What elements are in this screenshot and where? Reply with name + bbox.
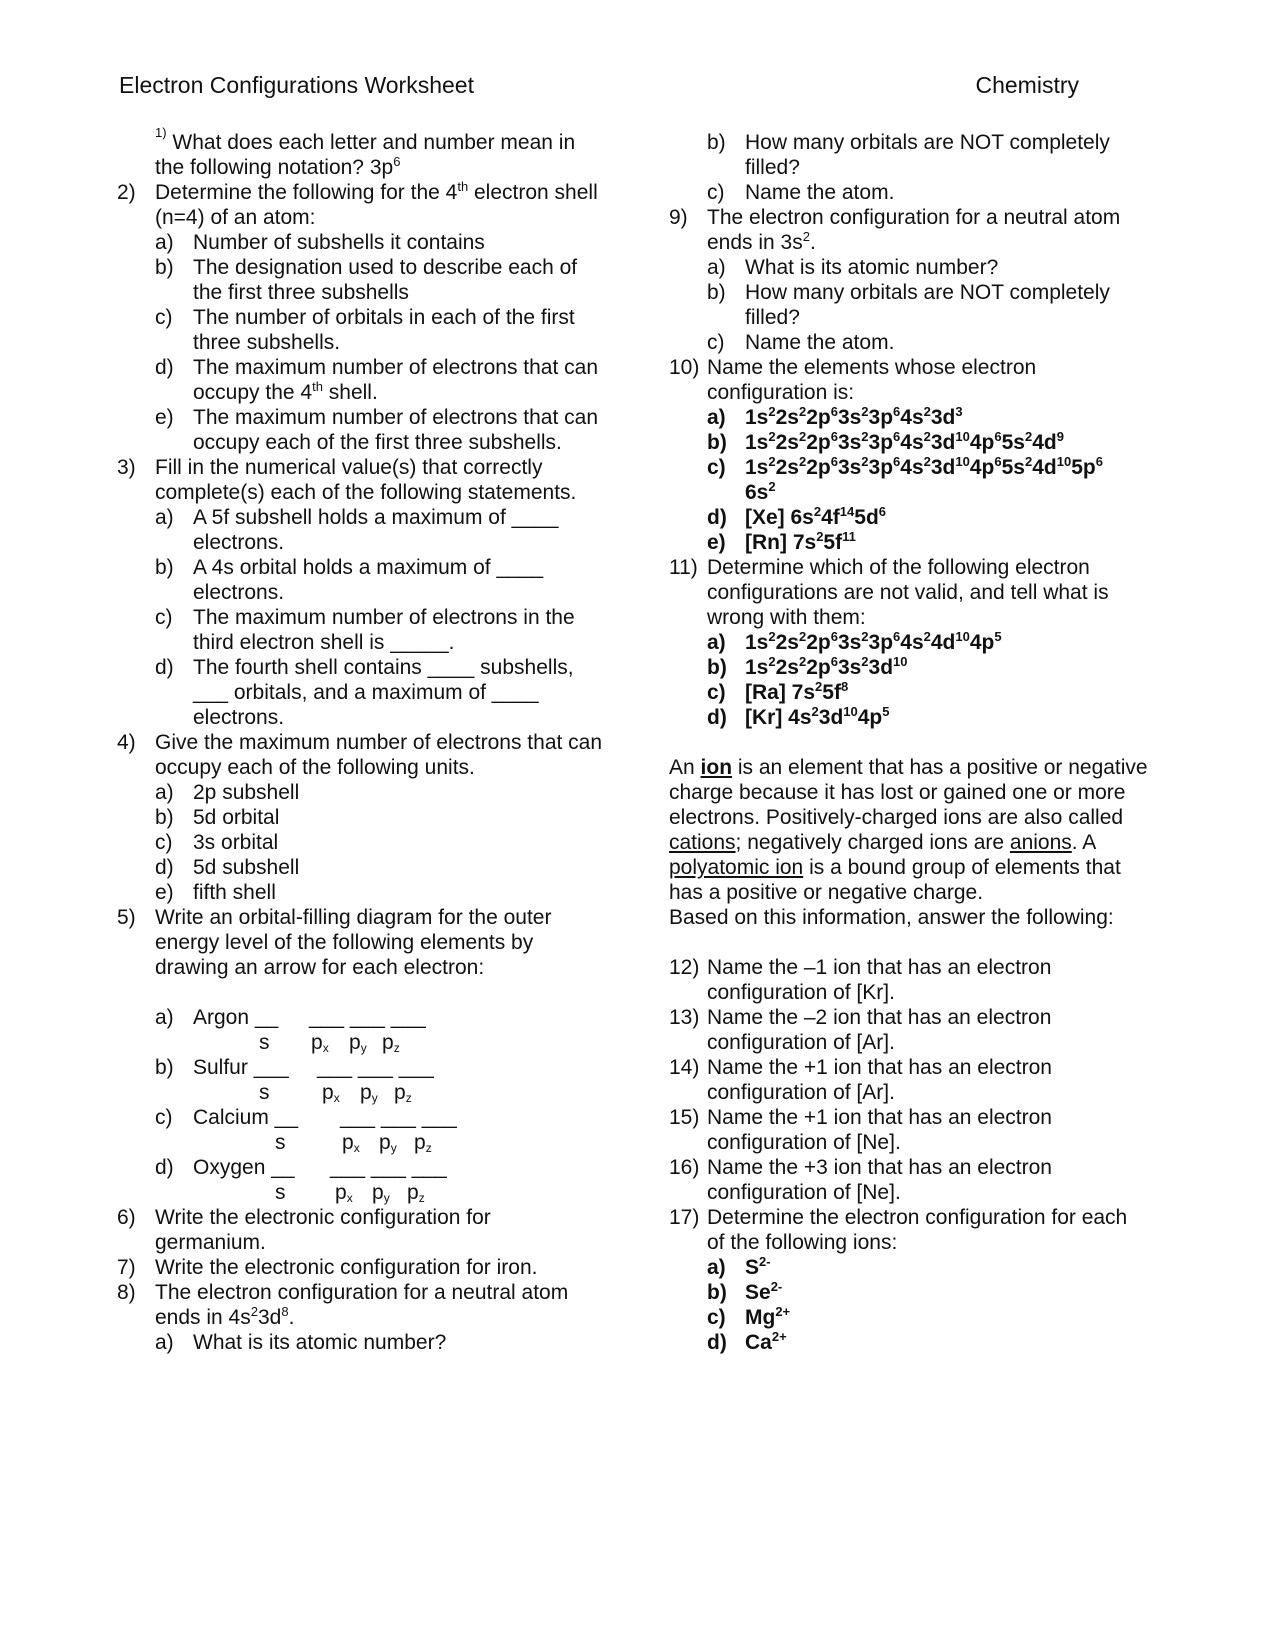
- subject-label: Chemistry: [975, 72, 1079, 98]
- question-9b: b) How many orbitals are NOT completely filled?: [707, 281, 1110, 329]
- question-9c: c) Name the atom.: [707, 331, 895, 354]
- question-9a: a) What is its atomic number?: [707, 256, 999, 279]
- orbital-argon-labels: s $p_x$ $p_y$ $p_z$: [259, 1031, 400, 1055]
- based-on-info-text: Based on this information, answer the following:: [669, 906, 1114, 929]
- question-4: 4) Give the maximum number of electrons that can occupy each of the following units.: [117, 731, 603, 779]
- orbital-calcium: c) Calcium __ ___ ___ ___: [155, 1106, 457, 1129]
- question-8: 8) The electron configuration for a neutral atom ends in $4s^23d^8$.: [117, 1281, 569, 1329]
- orbital-sulfur: b) Sulfur ___ ___ ___ ___: [155, 1056, 434, 1079]
- orbital-calcium-labels: s $p_x$ $p_y$ $p_z$: [275, 1131, 432, 1155]
- ion-definition-paragraph: An ion is an element that has a positive or negative charge because it has lost or gained one or more electrons. Positively-charged ions are also called cations; negatively charged ions are anions. A polyatomic ion is a bound group of elements that has a positive or negative charge.: [669, 756, 1148, 904]
- worksheet-title: Electron Configurations Worksheet: [119, 72, 474, 98]
- ion-17c: c) $Mg^{2+}$: [707, 1304, 791, 1329]
- config-10e: e) [Rn] $7s^25f^{11}$: [707, 529, 856, 554]
- config-11a: a) $1s^22s^22p^63s^23p^64s^24d^{10}4p^5$: [707, 629, 1002, 654]
- question-6: 6) Write the electronic configuration for germanium.: [117, 1206, 491, 1254]
- question-8c: c) Name the atom.: [707, 181, 895, 204]
- question-3a: a) A 5f subshell holds a maximum of ____ electrons.: [155, 506, 559, 554]
- config-11c: c) [Ra] $7s^25f^8$: [707, 679, 849, 704]
- question-12: 12) Name the –1 ion that has an electron configuration of [Kr].: [669, 956, 1052, 1004]
- config-11b: b) $1s^22s^22p^63s^23d^{10}$: [707, 654, 908, 679]
- question-10: 10) Name the elements whose electron configuration is:: [669, 356, 1037, 404]
- orbital-oxygen-labels: s $p_x$ $p_y$ $p_z$: [275, 1181, 425, 1205]
- question-4d: d) 5d subshell: [155, 856, 300, 879]
- question-3d: d) The fourth shell contains ____ subshells, ___ orbitals, and a maximum of ____ electrons.: [155, 656, 574, 729]
- left-column: [117, 125, 607, 1355]
- config-10b: b) $1s^22s^22p^63s^23p^64s^23d^{10}4p^65s^24d^9$: [707, 429, 1064, 454]
- question-2d: d) The maximum number of electrons that can occupy the 4th shell.: [155, 356, 599, 404]
- question-8a: a) What is its atomic number?: [155, 1331, 447, 1354]
- question-11: 11) Determine which of the following electron configurations are not valid, and tell what is wrong with them:: [669, 556, 1109, 629]
- ion-17d: d) $Ca^{2+}$: [707, 1329, 787, 1354]
- question-2e: e) The maximum number of electrons that can occupy each of the first three subshells.: [155, 406, 599, 454]
- question-13: 13) Name the –2 ion that has an electron configuration of [Ar].: [669, 1006, 1052, 1054]
- question-4b: b) 5d orbital: [155, 806, 280, 829]
- question-4a: a) 2p subshell: [155, 781, 300, 804]
- orbital-argon: a) Argon __ ___ ___ ___: [155, 1006, 426, 1029]
- question-2b: b) The designation used to describe each of the first three subshells: [155, 256, 578, 304]
- orbital-sulfur-labels: s $p_x$ $p_y$ $p_z$: [259, 1081, 412, 1105]
- question-7: 7) Write the electronic configuration for iron.: [117, 1256, 538, 1279]
- question-15: 15) Name the +1 ion that has an electron configuration of [Ne].: [669, 1106, 1052, 1154]
- question-3c: c) The maximum number of electrons in the third electron shell is _____.: [155, 606, 575, 654]
- config-10a: a) $1s^22s^22p^63s^23p^64s^23d^3$: [707, 404, 963, 429]
- question-2a: a) Number of subshells it contains: [155, 231, 485, 254]
- config-10c: c) $1s^22s^22p^63s^23p^64s^23d^{10}4p^65s^24d^{10}5p^6$ $6s^2$: [707, 454, 1103, 504]
- question-8b: b) How many orbitals are NOT completely filled?: [707, 131, 1110, 179]
- question-16: 16) Name the +3 ion that has an electron configuration of [Ne].: [669, 1156, 1052, 1204]
- right-column: [669, 130, 1149, 1355]
- ion-17b: b) $Se^{2-}$: [707, 1279, 783, 1304]
- question-1: $^{1)}$ What does each letter and number mean in the following notation? $3p^6$: [155, 125, 576, 179]
- ion-17a: a) $S^{2-}$: [707, 1254, 771, 1279]
- config-10d: d) [Xe] $6s^24f^{14}5d^6$: [707, 504, 887, 529]
- config-11d: d) [Kr] $4s^23d^{10}4p^5$: [707, 704, 890, 729]
- question-14: 14) Name the +1 ion that has an electron configuration of [Ar].: [669, 1056, 1052, 1104]
- question-2c: c) The number of orbitals in each of the first three subshells.: [155, 306, 575, 354]
- question-4c: c) 3s orbital: [155, 831, 279, 854]
- question-17: 17) Determine the electron configuration for each of the following ions:: [669, 1206, 1128, 1254]
- question-3: 3) Fill in the numerical value(s) that correctly complete(s) each of the following statements.: [117, 456, 577, 504]
- question-3b: b) A 4s orbital holds a maximum of ____ electrons.: [155, 556, 544, 604]
- question-5: 5) Write an orbital-filling diagram for the outer energy level of the following elements by drawing an arrow for each electron:: [117, 906, 552, 979]
- question-4e: e) fifth shell: [155, 881, 276, 904]
- question-9: 9) The electron configuration for a neutral atom ends in $3s^2$.: [669, 206, 1121, 254]
- orbital-oxygen: d) Oxygen __ ___ ___ ___: [155, 1156, 447, 1179]
- question-2: 2) Determine the following for the 4th electron shell (n=4) of an atom:: [117, 179, 598, 229]
